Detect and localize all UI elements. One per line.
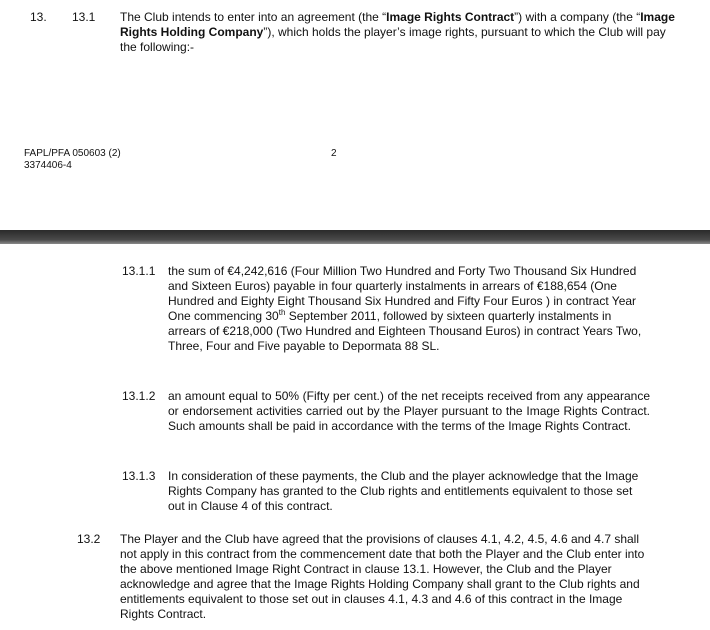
clause-13-1-1-number: 13.1.1 [122, 264, 156, 278]
clause-13-1-text: The Club intends to enter into an agreement (the “Image Rights Contract”) with a company (the “Image Rights Holding Company”), which holds the player’s image rights, pursuant to which the Club will pay the following:- [120, 10, 675, 54]
page-upper [0, 0, 710, 230]
clause-13-1-1-text: the sum of €4,242,616 (Four Million Two Hundred and Forty Two Thousand Six Hundred and Sixteen Euros) payable in four quarterly instalments in arrears of €188,654 (One Hundred and Eighty Eight Thousand Six Hundred and Fifty Four Euros ) in contract Year One commencing 30th September 2011, followed by sixteen quarterly instalments in arrears of €218,000 (Two Hundred and Eighteen Thousand Euros) in contract Years Two, Three, Four and Five payable to Depormata 88 SL. [168, 264, 642, 353]
page-separator [0, 230, 710, 244]
defined-term: Image Rights Contract [386, 10, 515, 24]
clause-13-1-3-number: 13.1.3 [122, 469, 156, 483]
subclause-number: 13.1 [72, 10, 96, 24]
clause-13-1-2-text: an amount equal to 50% (Fifty per cent.) of the net receipts received from any appearance or endorsement activities carried out by the Player pursuant to the Image Rights Contract. Such amounts shall be paid in accordance with the terms of the Image Rights Contract. [168, 389, 650, 433]
page-number: 2 [331, 148, 337, 159]
clause-13-2-number: 13.2 [77, 532, 101, 546]
clause-13-1-2-number: 13.1.2 [122, 389, 156, 403]
clause-13-1-3-text: In consideration of these payments, the Club and the player acknowledge that the Image Rights Company has granted to the Club rights and entitlements equivalent to those set out in Clause 4 of this contract. [168, 469, 639, 513]
defined-term: Image Rights Holding Company [120, 10, 675, 39]
footer-doc-number: 3374406-4 [24, 160, 72, 171]
clause-number: 13. [30, 10, 47, 24]
footer-reference: FAPL/PFA 050603 (2) [24, 148, 121, 159]
page-lower [0, 244, 710, 630]
clause-13-2-text: The Player and the Club have agreed that the provisions of clauses 4.1, 4.2, 4.5, 4.6 and 4.7 shall not apply in this contract from the commencement date that both the Player and the Club enter into the above mentioned Image Right Contract in clause 13.1. However, the Club and the Player acknowledge and agree that the Image Rights Holding Company shall grant to the Club rights and entitlements equivalent to those set out in clauses 4.1, 4.3 and 4.6 of this contract in the Image Rights Contract. [120, 532, 645, 621]
